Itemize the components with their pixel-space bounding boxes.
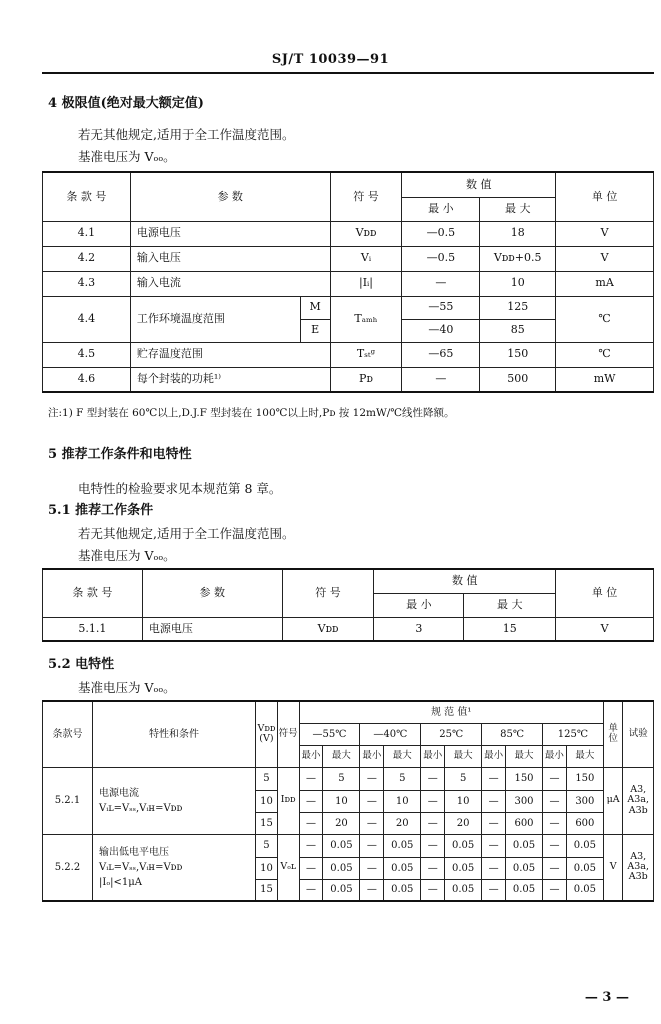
- section-5-heading: 5 推荐工作条件和电特性: [48, 447, 192, 462]
- cell-unit: ℃: [556, 342, 654, 367]
- cell-max: 0.05: [506, 857, 543, 879]
- cell-min: —: [542, 767, 566, 790]
- s4-ref-voltage-text: 基准电压为 Vₒₒ。: [78, 149, 176, 164]
- section-5-1-heading: 5.1 推荐工作条件: [48, 503, 154, 518]
- cell-min: —: [299, 857, 323, 879]
- cell-vdd: 15: [256, 812, 278, 834]
- cell-max: 0.05: [445, 834, 482, 857]
- test-item: A3,: [630, 850, 647, 862]
- col-clause: 条款号: [43, 701, 93, 767]
- cell-clause: 5.2.1: [43, 767, 93, 834]
- cell-min: —: [421, 767, 445, 790]
- characteristic-condition: Vᵢʟ=Vₛₛ,Vᵢʜ=Vᴅᴅ: [99, 861, 183, 873]
- cell-max: 0.05: [506, 879, 543, 901]
- characteristic-name: 输出低电平电压: [99, 846, 169, 858]
- cell-characteristic: [93, 767, 256, 834]
- cell-min: —55: [402, 296, 480, 319]
- col-value: 数 值: [402, 172, 556, 197]
- col-max: 最 大: [480, 197, 556, 221]
- col-min: 最小: [482, 745, 506, 767]
- col-test: 试验: [623, 701, 654, 767]
- test-item: A3b: [628, 871, 648, 883]
- col-max: 最大: [566, 745, 603, 767]
- cell-max: 600: [506, 812, 543, 834]
- cell-min: —40: [402, 319, 480, 342]
- cell-clause: 4.6: [43, 367, 131, 392]
- header-rule: [42, 72, 654, 74]
- col-max: 最 大: [464, 593, 556, 617]
- cell-grade-e: E: [300, 319, 330, 342]
- cell-parameter: 输入电压: [130, 246, 330, 271]
- cell-max: 15: [464, 617, 556, 641]
- cell-max: 300: [566, 790, 603, 812]
- cell-min: —: [482, 834, 506, 857]
- cell-min: —: [542, 857, 566, 879]
- cell-min: —: [482, 790, 506, 812]
- table-row: [43, 221, 654, 246]
- cell-clause: 4.5: [43, 342, 131, 367]
- col-value: 数 值: [374, 569, 556, 593]
- s52-ref-voltage-text: 基准电压为 Vₒₒ。: [78, 680, 176, 695]
- s51-scope-text: 若无其他规定,适用于全工作温度范围。: [78, 526, 295, 541]
- col-min: 最 小: [374, 593, 464, 617]
- cell-max: 150: [506, 767, 543, 790]
- cell-symbol: Vᴅᴅ: [282, 617, 374, 641]
- cell-max: 300: [506, 790, 543, 812]
- cell-parameter: 工作环境温度范围: [130, 296, 300, 342]
- characteristic-condition-2: |Iₒ|<1μA: [99, 876, 143, 888]
- cell-max: 5: [384, 767, 421, 790]
- cell-grade-m: M: [300, 296, 330, 319]
- cell-symbol: Pᴅ: [330, 367, 402, 392]
- cell-vdd: 15: [256, 879, 278, 901]
- cell-parameter: 电源电压: [142, 617, 282, 641]
- cell-min: —: [299, 812, 323, 834]
- s4-footnote: 注:1) F 型封装在 60℃以上,D.J.F 型封装在 100℃以上时,Pᴅ 按 12mW/℃线性降额。: [48, 407, 455, 419]
- cell-vdd: 5: [256, 767, 278, 790]
- cell-clause: 4.1: [43, 221, 131, 246]
- col-max: 最大: [323, 745, 360, 767]
- cell-parameter: 每个封装的功耗¹⁾: [130, 367, 330, 392]
- cell-max: 0.05: [384, 879, 421, 901]
- cell-min: —: [482, 812, 506, 834]
- cell-symbol: |Iᵢ|: [330, 271, 402, 296]
- cell-unit: V: [556, 246, 654, 271]
- cell-min: —: [299, 879, 323, 901]
- col-unit: 单 位: [556, 569, 654, 617]
- section-4-heading: 4 极限值(绝对最大额定值): [48, 96, 204, 111]
- cell-min: —: [542, 812, 566, 834]
- col-clause: 条 款 号: [43, 172, 131, 221]
- cell-unit: mA: [556, 271, 654, 296]
- cell-min: —: [421, 879, 445, 901]
- page-number: — 3 —: [584, 990, 629, 1005]
- cell-max: 5: [323, 767, 360, 790]
- table-row: [43, 767, 654, 790]
- cell-max: 0.05: [323, 834, 360, 857]
- col-unit: 单位: [603, 701, 623, 767]
- cell-max: 0.05: [566, 879, 603, 901]
- cell-min: —: [402, 271, 480, 296]
- table-row: [43, 367, 654, 392]
- table-row: [43, 834, 654, 857]
- electrical-characteristics-table: [42, 700, 654, 902]
- cell-max: 20: [323, 812, 360, 834]
- cell-parameter: 电源电压: [130, 221, 330, 246]
- s4-scope-text: 若无其他规定,适用于全工作温度范围。: [78, 127, 295, 142]
- cell-clause: 5.1.1: [43, 617, 143, 641]
- cell-parameter: 输入电流: [130, 271, 330, 296]
- col-vdd: Vᴅᴅ (V): [256, 701, 278, 767]
- table-row: [43, 342, 654, 367]
- col-temp-25: 25℃: [421, 723, 482, 745]
- cell-min: —: [421, 790, 445, 812]
- cell-max: 5: [445, 767, 482, 790]
- cell-max: 500: [480, 367, 556, 392]
- cell-min: —: [360, 790, 384, 812]
- cell-max: 600: [566, 812, 603, 834]
- cell-vdd: 5: [256, 834, 278, 857]
- col-characteristic: 特性和条件: [93, 701, 256, 767]
- s51-ref-voltage-text: 基准电压为 Vₒₒ。: [78, 548, 176, 563]
- cell-max: 0.05: [445, 879, 482, 901]
- cell-symbol: Vᵢ: [330, 246, 402, 271]
- col-symbol: 符 号: [330, 172, 402, 221]
- cell-max: 20: [445, 812, 482, 834]
- cell-test: [623, 767, 654, 834]
- cell-max: 0.05: [323, 879, 360, 901]
- cell-max: 0.05: [384, 834, 421, 857]
- col-unit: 单 位: [556, 172, 654, 221]
- col-temp-125: 125℃: [542, 723, 603, 745]
- cell-min: —: [299, 767, 323, 790]
- characteristic-condition: Vᵢʟ=Vₛₛ,Vᵢʜ=Vᴅᴅ: [99, 802, 183, 814]
- cell-vdd: 10: [256, 790, 278, 812]
- cell-min: —: [482, 767, 506, 790]
- cell-min: —: [360, 857, 384, 879]
- cell-max: 18: [480, 221, 556, 246]
- cell-min: —: [421, 812, 445, 834]
- characteristic-name: 电源电流: [99, 787, 139, 799]
- test-item: A3a,: [627, 794, 649, 806]
- cell-unit: ℃: [556, 296, 654, 342]
- cell-max: 0.05: [384, 857, 421, 879]
- cell-min: —: [360, 767, 384, 790]
- col-max: 最大: [506, 745, 543, 767]
- cell-min: —: [542, 834, 566, 857]
- cell-max: 0.05: [506, 834, 543, 857]
- cell-min: —: [421, 834, 445, 857]
- col-parameter: 参 数: [142, 569, 282, 617]
- cell-min: —: [402, 367, 480, 392]
- cell-unit: μA: [603, 767, 623, 834]
- col-min: 最 小: [402, 197, 480, 221]
- cell-symbol: Tₛₜᵍ: [330, 342, 402, 367]
- recommended-conditions-table: [42, 568, 654, 642]
- s5-text: 电特性的检验要求见本规范第 8 章。: [78, 481, 282, 496]
- cell-max: 10: [384, 790, 421, 812]
- cell-clause: 5.2.2: [43, 834, 93, 901]
- cell-max: 0.05: [323, 857, 360, 879]
- cell-min: —: [360, 879, 384, 901]
- col-temp-85: 85℃: [482, 723, 543, 745]
- cell-min: —: [360, 834, 384, 857]
- cell-unit: V: [603, 834, 623, 901]
- col-parameter: 参 数: [130, 172, 330, 221]
- cell-clause: 4.4: [43, 296, 131, 342]
- cell-max: 0.05: [445, 857, 482, 879]
- col-min: 最小: [360, 745, 384, 767]
- cell-min: —: [482, 857, 506, 879]
- table-row: [43, 617, 654, 641]
- cell-unit: V: [556, 617, 654, 641]
- cell-min: —: [542, 790, 566, 812]
- col-clause: 条 款 号: [43, 569, 143, 617]
- cell-min: —0.5: [402, 221, 480, 246]
- cell-unit: V: [556, 221, 654, 246]
- cell-min: —: [482, 879, 506, 901]
- col-min: 最小: [421, 745, 445, 767]
- standard-number: SJ/T 10039—91: [271, 52, 390, 67]
- cell-max: 10: [480, 271, 556, 296]
- cell-max: 0.05: [566, 857, 603, 879]
- limits-table: [42, 171, 654, 393]
- cell-min: —: [360, 812, 384, 834]
- section-5-2-heading: 5.2 电特性: [48, 657, 115, 672]
- cell-min: —: [542, 879, 566, 901]
- col-symbol: 符 号: [282, 569, 374, 617]
- cell-max: 85: [480, 319, 556, 342]
- cell-min: —: [421, 857, 445, 879]
- cell-max: 20: [384, 812, 421, 834]
- cell-min: —: [299, 790, 323, 812]
- cell-min: 3: [374, 617, 464, 641]
- cell-max: 10: [323, 790, 360, 812]
- cell-clause: 4.3: [43, 271, 131, 296]
- table-row: [43, 296, 654, 319]
- col-temp-minus55: —55℃: [299, 723, 360, 745]
- table-row: [43, 246, 654, 271]
- cell-max: 125: [480, 296, 556, 319]
- cell-max: 10: [445, 790, 482, 812]
- test-item: A3,: [630, 783, 647, 795]
- cell-min: —0.5: [402, 246, 480, 271]
- col-min: 最小: [542, 745, 566, 767]
- cell-parameter: 贮存温度范围: [130, 342, 330, 367]
- cell-characteristic: [93, 834, 256, 901]
- col-max: 最大: [445, 745, 482, 767]
- cell-unit: mW: [556, 367, 654, 392]
- cell-vdd: 10: [256, 857, 278, 879]
- test-item: A3b: [628, 804, 648, 816]
- col-temp-minus40: —40℃: [360, 723, 421, 745]
- col-spec-values: 规 范 值¹: [299, 701, 603, 723]
- cell-symbol: Tₐₘₕ: [330, 296, 402, 342]
- cell-max: Vᴅᴅ+0.5: [480, 246, 556, 271]
- cell-max: 0.05: [566, 834, 603, 857]
- cell-max: 150: [480, 342, 556, 367]
- cell-min: —: [299, 834, 323, 857]
- cell-max: 150: [566, 767, 603, 790]
- cell-clause: 4.2: [43, 246, 131, 271]
- cell-symbol: Vₒʟ: [277, 834, 299, 901]
- cell-min: —65: [402, 342, 480, 367]
- col-max: 最大: [384, 745, 421, 767]
- test-item: A3a,: [627, 861, 649, 873]
- cell-symbol: Vᴅᴅ: [330, 221, 402, 246]
- table-row: [43, 271, 654, 296]
- cell-test: [623, 834, 654, 901]
- cell-symbol: Iᴅᴅ: [277, 767, 299, 834]
- col-symbol: 符号: [277, 701, 299, 767]
- col-min: 最小: [299, 745, 323, 767]
